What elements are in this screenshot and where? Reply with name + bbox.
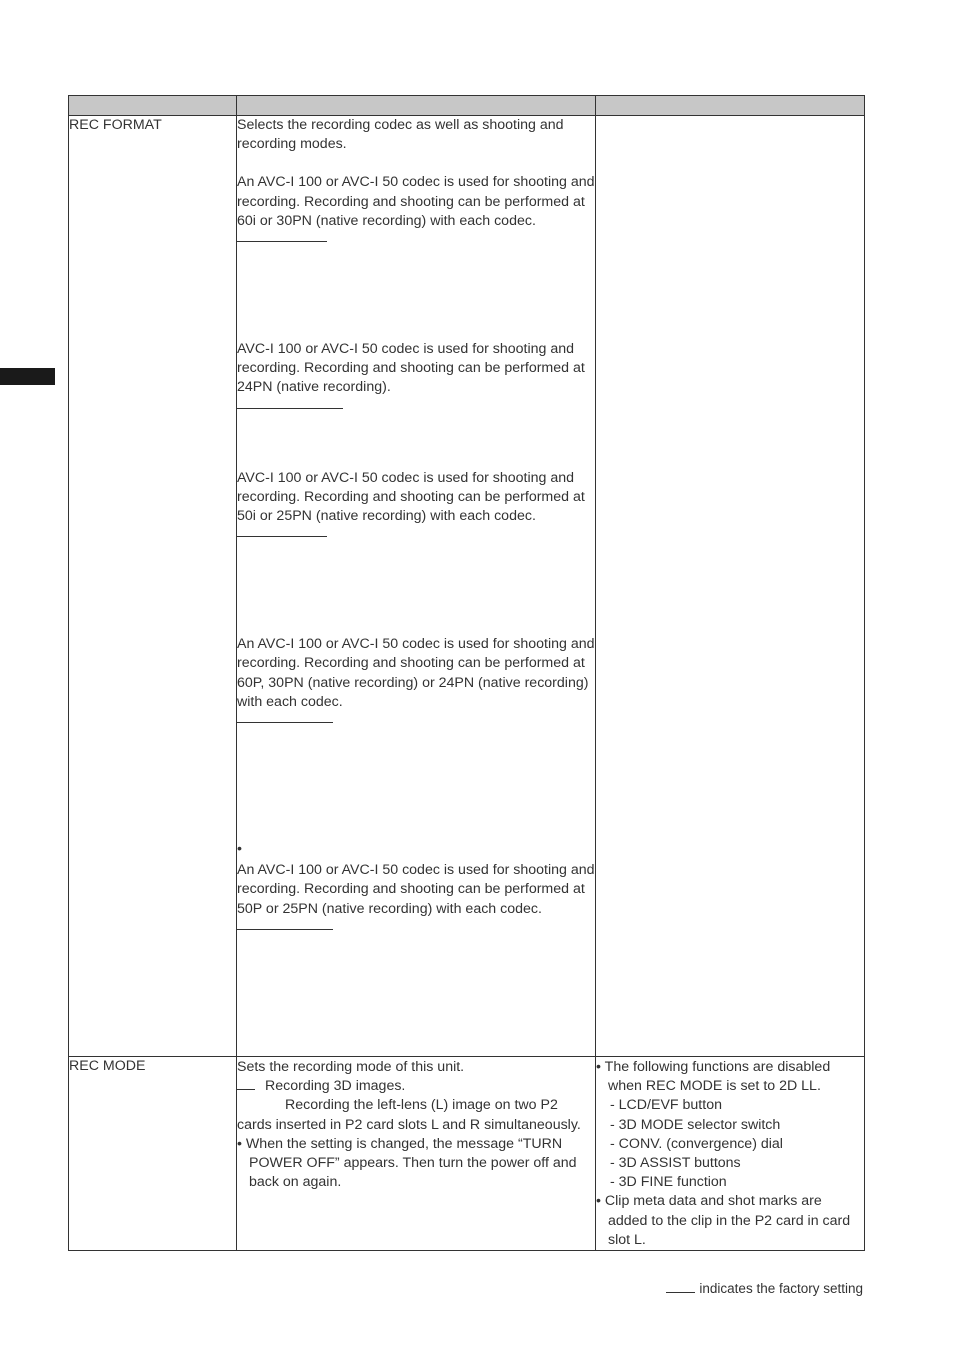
list-item: - 3D FINE function: [610, 1174, 727, 1191]
factory-setting-legend: [666, 1279, 863, 1298]
legend-underline: [666, 1292, 695, 1293]
list-item: - 3D ASSIST buttons: [610, 1155, 741, 1172]
rec-mode-2d-option: Recording the left-lens (L) image on two P2 cards inserted in P2 card slots L and R simultaneously.: [237, 1097, 581, 1133]
item-rec-mode: REC MODE: [69, 1057, 237, 1251]
notes-bullet-1: • The following functions are disabled when REC MODE is set to 2D LL.: [596, 1059, 831, 1095]
item-rec-format: REC FORMAT: [69, 116, 237, 1057]
factory-setting-underline: [237, 712, 333, 723]
rec-mode-3d-option: Recording 3D images.: [237, 1077, 595, 1096]
factory-setting-underline: [237, 231, 327, 242]
notes-bullet-2: • Clip meta data and shot marks are added to the clip in the P2 card in card slot L.: [596, 1193, 851, 1248]
bullet-marker: •: [237, 841, 242, 858]
factory-setting-underline: [237, 919, 333, 930]
list-item: - 3D MODE selector switch: [610, 1116, 781, 1133]
description-rec-format: [237, 116, 596, 1057]
desc-intro: Selects the recording codec as well as shooting and recording modes.: [237, 117, 564, 153]
table-row: [69, 1057, 865, 1251]
list-item: - LCD/EVF button: [610, 1097, 722, 1114]
list-item: - CONV. (convergence) dial: [610, 1135, 783, 1152]
notes-rec-format: [596, 116, 865, 1057]
header-cell-item: [69, 96, 237, 116]
header-cell-notes: [596, 96, 865, 116]
format-block-1: An AVC-I 100 or AVC-I 50 codec is used for shooting and recording. Recording and shooting can be performed at 60i or 30PN (native recording) with each codec.: [237, 174, 595, 229]
table-row: [69, 116, 865, 1057]
rec-mode-bullet: • When the setting is changed, the message “TURN POWER OFF” appears. Then turn the power off and back on again.: [237, 1135, 577, 1191]
table-header-row: [69, 96, 865, 116]
header-cell-description: [237, 96, 596, 116]
rec-mode-desc-line: Sets the recording mode of this unit.: [237, 1059, 465, 1075]
format-block-5: An AVC-I 100 or AVC-I 50 codec is used for shooting and recording. Recording and shooting can be performed at 50P or 25PN (native recording) with each codec.: [237, 862, 595, 917]
factory-setting-underline: [237, 398, 343, 409]
description-rec-mode: [237, 1057, 596, 1251]
format-block-2: AVC-I 100 or AVC-I 50 codec is used for shooting and recording. Recording and shooting can be performed at 24PN (native recording).: [237, 341, 585, 396]
notes-rec-mode: [596, 1057, 865, 1251]
format-block-3: AVC-I 100 or AVC-I 50 codec is used for shooting and recording. Recording and shooting can be performed at 50i or 25PN (native recording) with each codec.: [237, 469, 585, 525]
factory-setting-underline: [237, 526, 327, 537]
menu-settings-table: [68, 95, 865, 1251]
format-block-4: An AVC-I 100 or AVC-I 50 codec is used for shooting and recording. Recording and shooting can be performed at 60P, 30PN (native recording) or 24PN (native recording) with each codec.: [237, 636, 595, 710]
section-tab-marker: [0, 368, 55, 385]
legend-text: indicates the factory setting: [699, 1281, 863, 1296]
